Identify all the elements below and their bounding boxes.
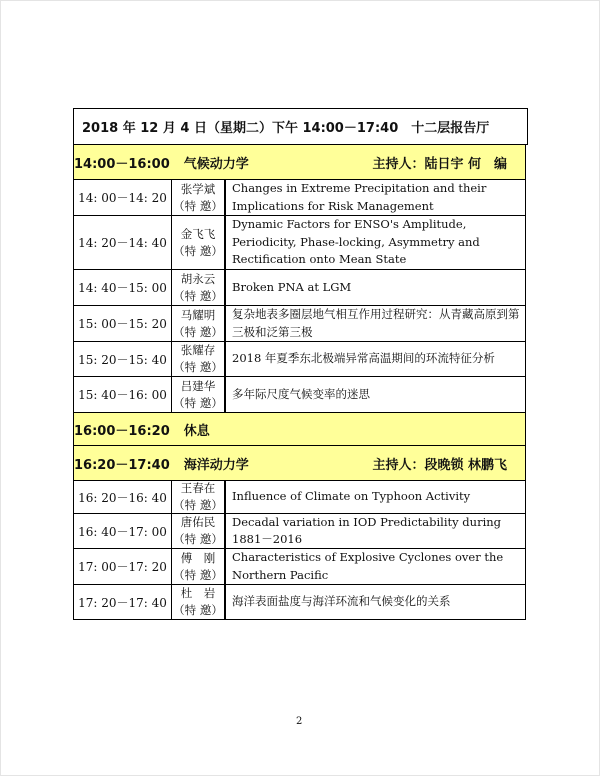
talk-row	[73, 216, 526, 270]
section-title: 气候动力学	[183, 156, 249, 172]
speaker-name: 傅 刚	[180, 550, 216, 565]
talk-row	[73, 342, 526, 377]
speaker-role: （特 邀）	[173, 360, 223, 374]
speaker-role: （特 邀）	[173, 395, 223, 410]
talk-speaker-cell	[172, 585, 226, 619]
talk-time: 14: 20－14: 40	[74, 216, 172, 269]
talk-row	[73, 585, 526, 620]
speaker-role: （特 邀）	[173, 324, 223, 339]
talk-title: Characteristics of Explosive Cyclones over the Northern Pacific	[232, 550, 504, 582]
speaker-name: 吕建华	[180, 378, 216, 393]
speaker-role: （特 邀）	[173, 532, 223, 546]
talk-speaker-cell	[172, 216, 226, 269]
talk-speaker-cell	[172, 306, 226, 341]
schedule-table	[73, 108, 526, 620]
speaker-name: 王春在	[180, 481, 216, 495]
section-row	[73, 446, 526, 481]
section-title: 休息	[183, 423, 210, 439]
talk-row	[73, 549, 526, 585]
talk-row	[73, 481, 526, 514]
page-number: 2	[296, 716, 303, 727]
speaker-role: （特 邀）	[173, 288, 223, 303]
section-host: 主持人：陆日宇 何 编	[372, 156, 507, 172]
talk-time: 16: 40－17: 00	[74, 514, 172, 548]
section-left	[74, 454, 263, 473]
talk-title: 复杂地表多圈层地气相互作用过程研究：从青藏高原到第三极和泛第三极	[232, 307, 520, 339]
section-host: 主持人：段晚锁 林鹏飞	[372, 457, 507, 473]
talk-row	[73, 270, 526, 306]
talk-time: 16: 20－16: 40	[74, 481, 172, 513]
speaker-role: （特 邀）	[173, 603, 223, 617]
talk-speaker-cell	[172, 377, 226, 412]
section-time: 14:00－16:00	[74, 156, 170, 172]
talk-title: Dynamic Factors for ENSO's Amplitude, Periodicity, Phase-locking, Asymmetry and Rectification onto Mean State	[232, 217, 480, 267]
talk-title: Influence of Climate on Typhoon Activity	[232, 489, 471, 504]
section-time: 16:20－17:40	[74, 457, 170, 473]
speaker-name: 胡永云	[180, 271, 216, 286]
talk-title: Changes in Extreme Precipitation and their Implications for Risk Management	[232, 181, 487, 213]
talk-speaker-cell	[172, 342, 226, 376]
speaker-name: 张学斌	[180, 181, 216, 196]
talk-time: 14: 40－15: 00	[74, 270, 172, 305]
schedule-header: 2018 年 12 月 4 日（星期二）下午 14:00－17:40 十二层报告厅	[73, 108, 528, 145]
speaker-role: （特 邀）	[173, 567, 223, 582]
speaker-name: 杜 岩	[180, 586, 216, 600]
speaker-name: 马耀明	[180, 307, 216, 322]
talk-title: 2018 年夏季东北极端异常高温期间的环流特征分析	[232, 351, 495, 366]
talk-speaker-cell	[172, 270, 226, 305]
talk-speaker-cell	[172, 180, 226, 215]
section-time: 16:00－16:20	[74, 423, 170, 439]
talk-time: 15: 20－15: 40	[74, 342, 172, 376]
section-left	[74, 153, 263, 172]
talk-time: 17: 00－17: 20	[74, 549, 172, 584]
talk-row	[73, 514, 526, 549]
section-title: 海洋动力学	[183, 457, 249, 473]
talk-row	[73, 306, 526, 342]
speaker-role: （特 邀）	[173, 198, 223, 213]
talk-title: 海洋表面盐度与海洋环流和气候变化的关系	[232, 594, 451, 609]
speaker-name: 唐佑民	[180, 515, 216, 529]
speaker-role: （特 邀）	[173, 243, 223, 258]
speaker-name: 金飞飞	[180, 226, 216, 241]
talk-row	[73, 377, 526, 413]
talk-title: Broken PNA at LGM	[232, 279, 352, 294]
talk-time: 15: 40－16: 00	[74, 377, 172, 412]
talk-time: 14: 00－14: 20	[74, 180, 172, 215]
section-row	[73, 413, 526, 446]
section-row	[73, 145, 526, 180]
talk-speaker-cell	[172, 514, 226, 548]
talk-time: 15: 00－15: 20	[74, 306, 172, 341]
talk-speaker-cell	[172, 481, 226, 513]
speaker-name: 张耀存	[180, 343, 216, 357]
talk-row	[73, 180, 526, 216]
talk-title: Decadal variation in IOD Predictability during 1881－2016	[232, 514, 502, 546]
talk-title: 多年际尺度气候变率的迷思	[232, 386, 370, 401]
section-left	[74, 420, 224, 439]
speaker-role: （特 邀）	[173, 498, 223, 512]
talk-time: 17: 20－17: 40	[74, 585, 172, 619]
talk-speaker-cell	[172, 549, 226, 584]
